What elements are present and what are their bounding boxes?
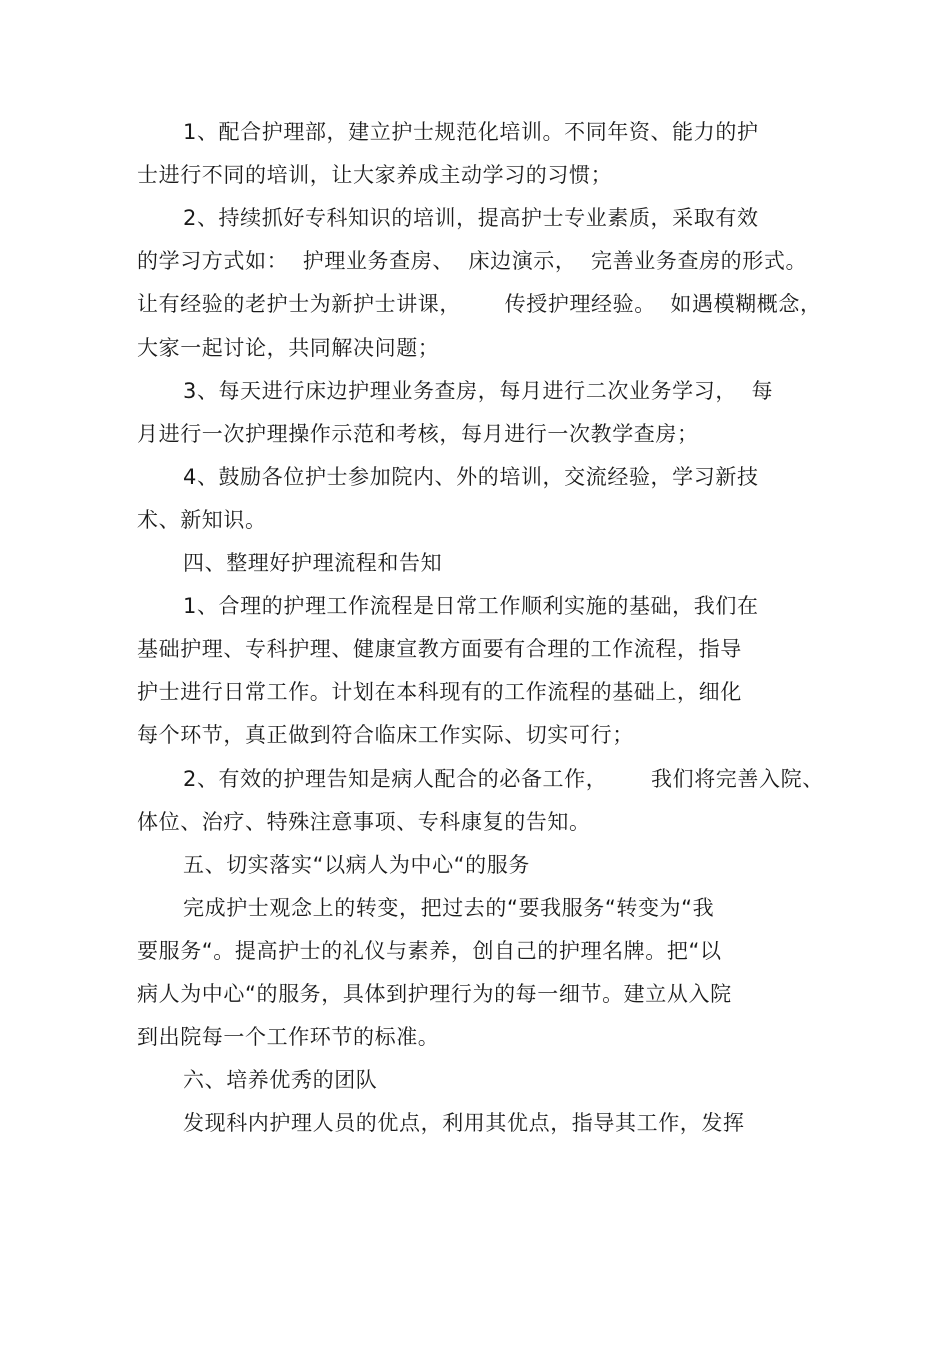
text-line: 的学习方式如： 护理业务查房、 床边演示， 完善业务查房的形式。 [137, 249, 808, 273]
text-line: 要服务“。提高护士的礼仪与素养，创自己的护理名牌。把“以 [137, 939, 722, 963]
text-line: 大家一起讨论，共同解决问题； [137, 336, 440, 360]
text-line: 4、鼓励各位护士参加院内、外的培训，交流经验，学习新技 [183, 465, 759, 489]
text-line: 四、整理好护理流程和告知 [183, 551, 443, 575]
text-line: 3、每天进行床边护理业务查房，每月进行二次业务学习， 每 [183, 379, 774, 403]
text-line: 五、切实落实“以病人为中心“的服务 [183, 853, 530, 877]
text-line: 护士进行日常工作。计划在本科现有的工作流程的基础上，细化 [137, 680, 742, 704]
text-line: 病人为中心“的服务，具体到护理行为的每一细节。建立从入院 [137, 982, 732, 1006]
text-line: 每个环节，真正做到符合临床工作实际、切实可行； [137, 723, 634, 747]
text-line: 体位、治疗、特殊注意事项、专科康复的告知。 [137, 810, 591, 834]
text-line: 士进行不同的培训，让大家养成主动学习的习惯； [137, 163, 613, 187]
text-line: 完成护士观念上的转变，把过去的“要我服务“转变为“我 [183, 896, 715, 920]
text-line: 1、配合护理部，建立护士规范化培训。不同年资、能力的护 [183, 120, 759, 144]
text-line: 六、培养优秀的团队 [183, 1068, 378, 1092]
text-line: 到出院每一个工作环节的标准。 [137, 1025, 440, 1049]
text-line: 2、有效的护理告知是病人配合的必备工作， 我们将完善入院、 [183, 767, 824, 791]
text-line: 基础护理、专科护理、健康宣教方面要有合理的工作流程，指导 [137, 637, 742, 661]
text-line: 发现科内护理人员的优点，利用其优点，指导其工作，发挥 [183, 1111, 745, 1135]
text-line: 术、新知识。 [137, 508, 267, 532]
text-line: 1、合理的护理工作流程是日常工作顺利实施的基础，我们在 [183, 594, 759, 618]
text-line: 让有经验的老护士为新护士讲课， 传授护理经验。 如遇模糊概念， [137, 292, 822, 316]
text-line: 2、持续抓好专科知识的培训，提高护士专业素质，采取有效 [183, 206, 759, 230]
text-line: 月进行一次护理操作示范和考核，每月进行一次教学查房； [137, 422, 699, 446]
